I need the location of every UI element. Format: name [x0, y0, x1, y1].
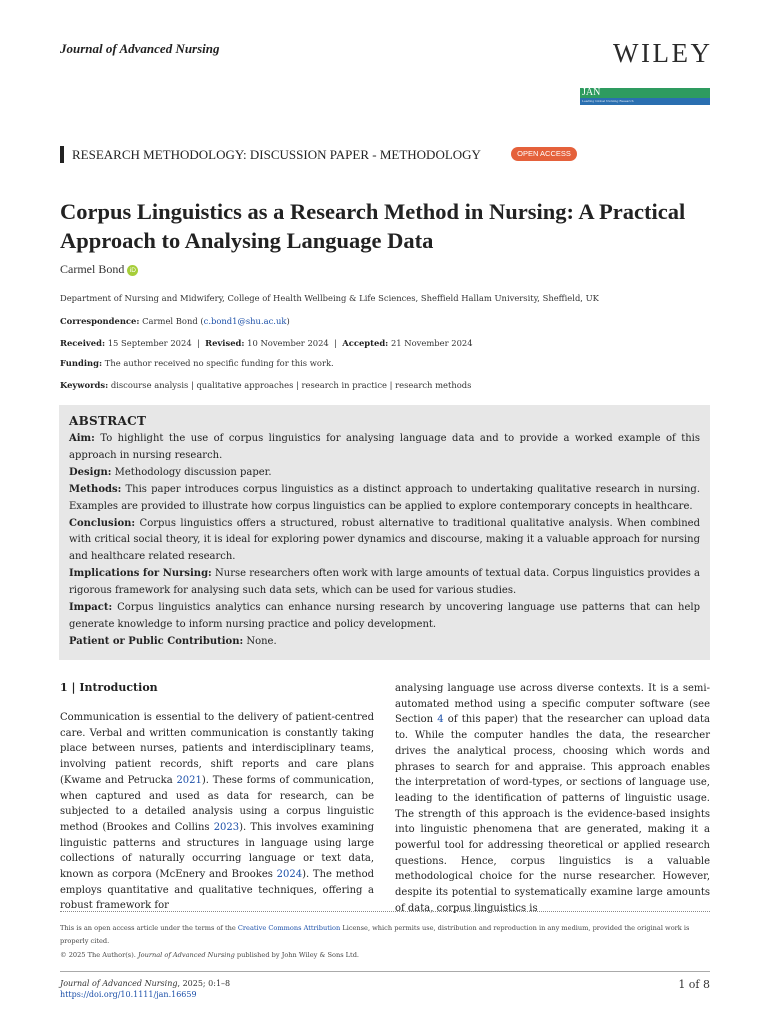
open-access-badge: OPEN ACCESS: [511, 147, 577, 161]
footer-divider: [60, 971, 710, 972]
date-separator: |: [334, 338, 337, 348]
abstract-item-label: Patient or Public Contribution:: [69, 635, 244, 647]
author-line: [60, 262, 138, 277]
correspondence-close: ): [286, 316, 290, 326]
license-link[interactable]: Creative Commons Attribution: [237, 924, 341, 932]
abstract-item: [69, 516, 700, 567]
keywords-text: discourse analysis | qualitative approaches | research in practice | research methods: [110, 380, 472, 390]
copyright-text: © 2025 The Author(s).: [60, 951, 138, 959]
section-link[interactable]: 4: [437, 714, 444, 726]
license-text: This is an open access article under the terms of the: [60, 924, 238, 932]
article-section-label: RESEARCH METHODOLOGY: DISCUSSION PAPER - METHODOLOGY: [72, 147, 481, 162]
copyright-note: [60, 951, 359, 959]
date-separator: |: [196, 338, 200, 348]
footnote-divider: [60, 911, 710, 912]
keywords: [60, 380, 471, 390]
abstract-heading: ABSTRACT: [69, 414, 147, 428]
correspondence-name: Carmel Bond (: [142, 316, 204, 326]
revised-label: Revised:: [205, 338, 245, 348]
paragraph-text: of this paper) that the researcher can upload data to. While the computer handles the data, the researcher drives the analytical process, choosing which words and phrases to search for and appraise. This approach enables the interpretation of word-types, or sections of language use, leading to the identification of patterns of linguistic usage. The strength of this approach is the evidence-based insights into linguistic phenomena that are generated, making it a powerful tool for addressing theoretical or applied research questions. Hence, corpus linguistics is a valuable methodological choice for the nurse researcher. However, despite its potential to systematically examine large amounts of data, corpus linguistics is: [395, 714, 710, 914]
accepted-label: Accepted:: [342, 338, 389, 348]
footer-journal-name: Journal of Advanced Nursing: [60, 979, 178, 988]
author-name[interactable]: Carmel Bond: [60, 262, 125, 276]
received-date: 15 September 2024: [107, 338, 192, 348]
citation-link[interactable]: 2021: [176, 774, 202, 786]
footer-volume: , 2025; 0:1–8: [177, 979, 231, 988]
abstract-item-label: Implications for Nursing:: [69, 568, 212, 580]
paragraph-text: ). These forms of communication, when captured and used as data for research, can be subjected to a detailed analysis using a corpus linguistic method (Brookes and Collins: [60, 774, 374, 833]
correspondence-email-link[interactable]: c.bond1@shu.ac.uk: [203, 316, 287, 326]
abstract-item-text: Methodology discussion paper.: [114, 466, 272, 478]
page-number: 1 of 8: [678, 978, 710, 991]
intro-heading: 1 | Introduction: [60, 681, 158, 694]
abstract-box: [59, 405, 710, 660]
paragraph-text: analysing language use across diverse contexts. It is a semi-automated method using a specific computer software (see Section: [395, 683, 710, 726]
abstract-item: [69, 600, 700, 634]
correspondence-label: Correspondence:: [60, 316, 140, 326]
abstract-item: [69, 431, 700, 465]
body-column-right: [395, 681, 710, 917]
article-title: Corpus Linguistics as a Research Method in Nursing: A Practical Approach to Analysing Language Data: [60, 199, 686, 253]
jan-logo: [580, 88, 710, 105]
abstract-body: [69, 431, 700, 651]
abstract-item-label: Methods:: [69, 483, 122, 495]
intro-paragraph: [60, 710, 374, 914]
publisher-logo[interactable]: WILEY: [613, 38, 713, 68]
article-dates: [60, 338, 473, 348]
abstract-item-text: Corpus linguistics analytics can enhance nursing research by uncovering language use patterns that can help generate knowledge to inform nursing practice and policy development.: [69, 602, 700, 630]
paragraph-text: ). This involves examining linguistic patterns and structures in language using large collections of naturally occurring language or text data, known as corpora (McEnery and Brookes: [60, 821, 374, 881]
intro-paragraph-continued: [395, 681, 710, 917]
abstract-item-label: Conclusion:: [69, 517, 136, 529]
abstract-item-label: Aim:: [69, 433, 95, 444]
funding: [60, 358, 334, 368]
orcid-icon[interactable]: iD: [127, 265, 138, 276]
body-column-left: [60, 681, 374, 914]
abstract-item: [69, 634, 700, 651]
abstract-item: [69, 482, 700, 516]
jan-logo-tagline: Leading Global Nursing Research: [580, 98, 710, 105]
doi-link[interactable]: https://doi.org/10.1111/jan.16659: [60, 990, 197, 999]
received-label: Received:: [60, 338, 106, 348]
paragraph-text: ). The method employs quantitative and qualitative techniques, offering a robust framework for: [60, 869, 374, 912]
abstract-item-text: Corpus linguistics offers a structured, robust alternative to traditional qualitative analysis. When combined with critical social theory, it is ideal for exploring power dynamics and discourse, making it a valuable approach for nursing and healthcare related research.: [69, 517, 700, 563]
copyright-journal: Journal of Advanced Nursing: [137, 951, 235, 959]
abstract-item-text: To highlight the use of corpus linguistics for analysing language data and to provide a worked example of this approach in nursing research.: [69, 433, 701, 461]
abstract-item-text: Nurse researchers often work with large amounts of textual data. Corpus linguistics provides a rigorous framework for analysing such data sets, which can be used for various studies.: [69, 568, 701, 597]
section-marker: [60, 146, 64, 163]
paragraph-text: Communication is essential to the delivery of patient-centred care. Verbal and written communication is constantly taking place between nurses, patients and interdisciplinary teams, involving patient records, shift reports and care plans (Kwame and Petrucka: [60, 712, 374, 786]
revised-date: 10 November 2024: [247, 338, 329, 348]
keywords-label: Keywords:: [60, 380, 109, 390]
abstract-item-text: None.: [246, 635, 277, 647]
affiliation: Department of Nursing and Midwifery, College of Health Wellbeing & Life Sciences, Sheffield Hallam University, Sheffield, UK: [60, 293, 599, 303]
funding-text: The author received no specific funding for this work.: [104, 358, 334, 368]
abstract-item-label: Impact:: [69, 602, 113, 614]
accepted-date: 21 November 2024: [390, 338, 473, 348]
footer-citation: [60, 979, 230, 988]
license-text: License, which permits use, distribution and reproduction in any medium, provided the original work is properly cited.: [60, 924, 690, 945]
citation-link[interactable]: 2024: [276, 869, 303, 881]
jan-logo-text: JAN: [580, 88, 710, 98]
copyright-text: published by John Wiley & Sons Ltd.: [234, 951, 360, 959]
abstract-item: [69, 465, 700, 482]
journal-name: Journal of Advanced Nursing: [60, 41, 220, 56]
citation-link[interactable]: 2023: [213, 821, 240, 833]
license-note: [60, 922, 710, 948]
abstract-item-label: Design:: [69, 466, 112, 478]
funding-label: Funding:: [60, 358, 103, 368]
correspondence: [60, 316, 290, 326]
abstract-item-text: This paper introduces corpus linguistics as a distinct approach to undertaking qualitative research in nursing. Examples are provided to illustrate how corpus linguistics can be applied to explore contemporary concepts in healthcare.: [69, 483, 700, 512]
abstract-item: [69, 566, 700, 600]
